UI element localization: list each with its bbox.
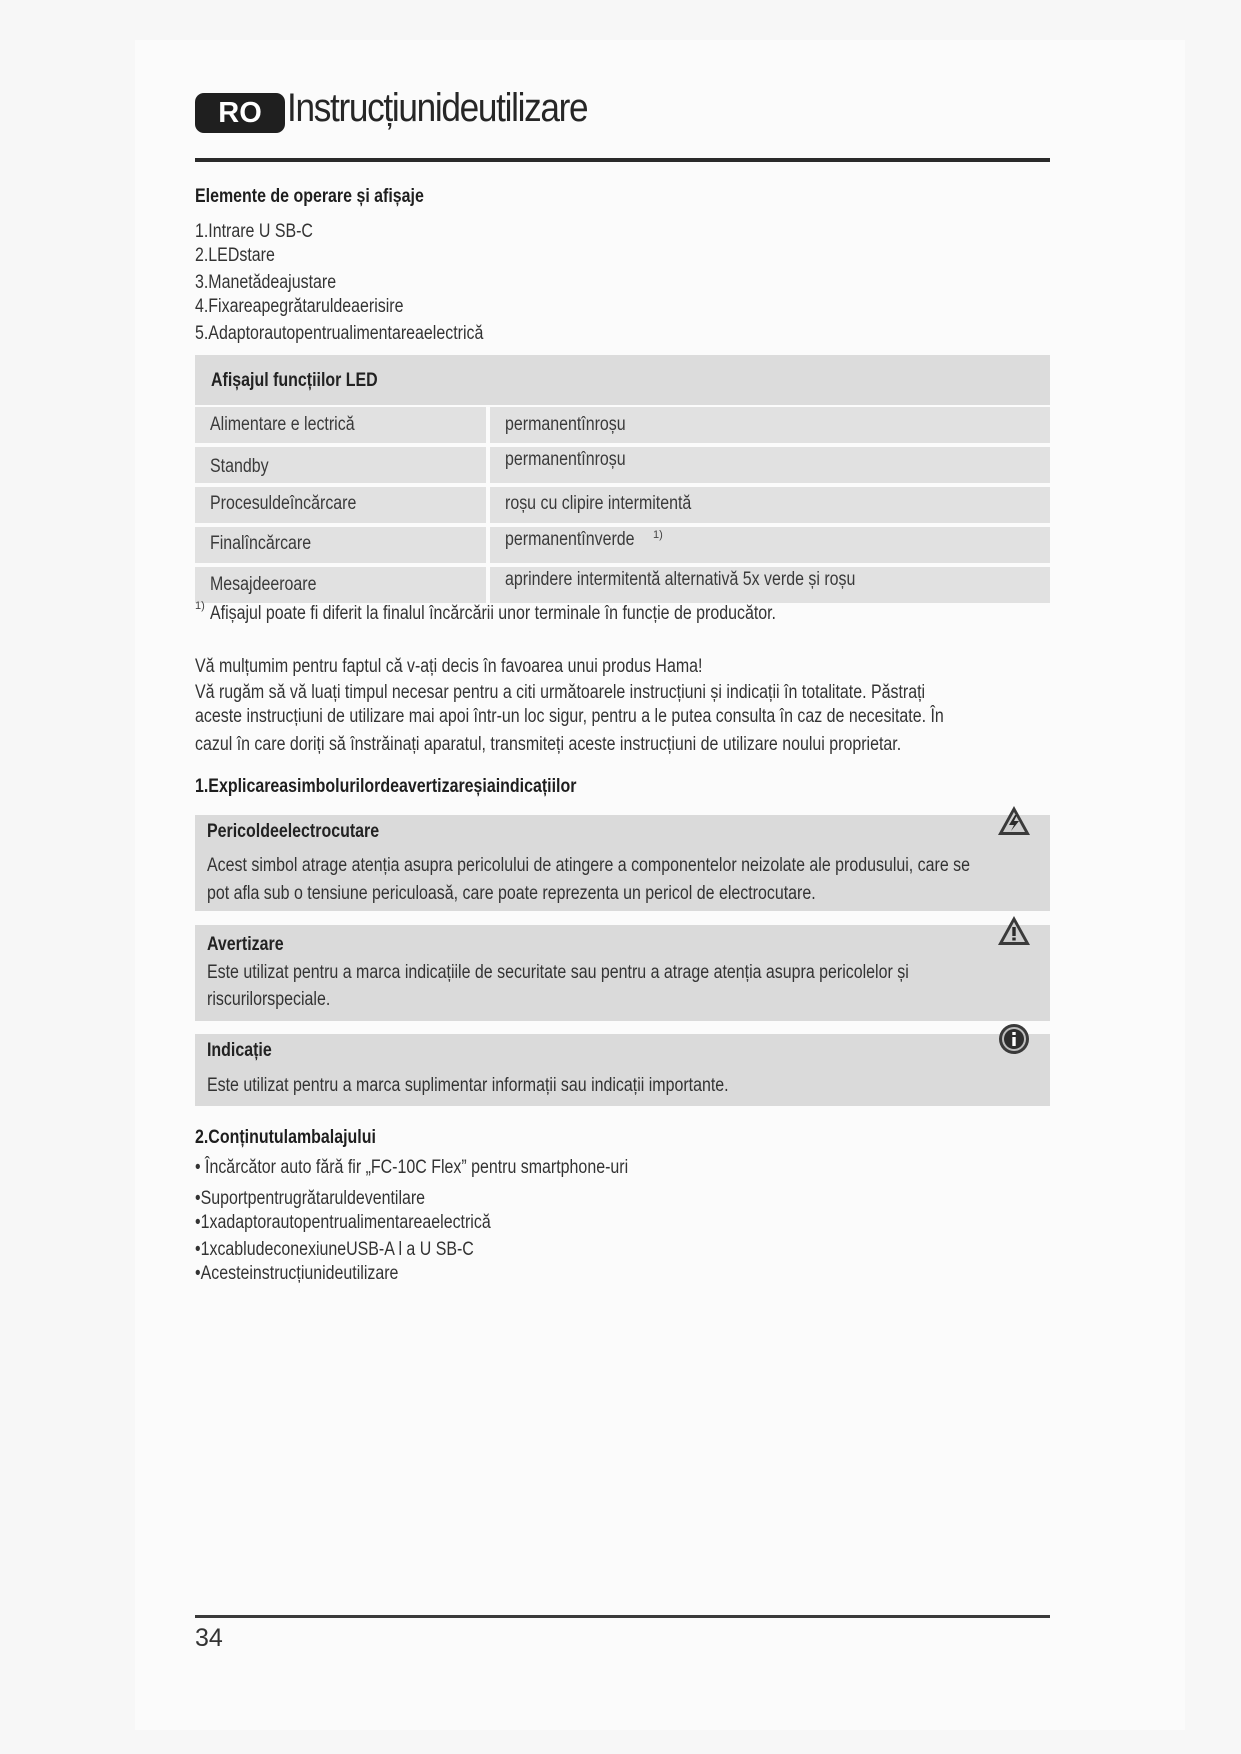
symbol-box-warning	[195, 925, 1050, 1021]
led-table-row	[195, 447, 1050, 483]
elements-heading: Elemente de operare și afișaje	[195, 186, 424, 207]
package-item: •Suportpentrugrătaruldeventilare	[195, 1188, 426, 1209]
led-indication: roșu cu clipire intermitentă	[505, 493, 692, 514]
led-table-row	[195, 527, 1050, 563]
led-indication: permanentînroșu	[505, 414, 626, 435]
symbol-title: Indicație	[207, 1040, 272, 1061]
element-item: 2.LEDstare	[195, 245, 275, 266]
warning-icon	[996, 914, 1032, 948]
symbol-title: Avertizare	[207, 934, 284, 955]
package-item: • Încărcător auto fără fir „FC-10C Flex” pentru smartphone-uri	[195, 1157, 629, 1178]
symbol-box-electric-hazard	[195, 815, 1050, 911]
led-state: Alimentare e lectrică	[210, 414, 355, 435]
led-state: Finalîncărcare	[210, 533, 312, 554]
footnote-reference: 1)	[653, 529, 663, 541]
symbol-description: riscurilorspeciale.	[207, 989, 331, 1010]
footer-divider	[195, 1615, 1050, 1618]
page-number: 34	[195, 1624, 223, 1652]
symbol-title: Pericoldeelectrocutare	[207, 821, 380, 842]
package-item: •1xcabludeconexiuneUSB-A l a U SB-C	[195, 1239, 474, 1260]
page-header	[195, 86, 1050, 160]
element-item: 5.Adaptorautopentrualimentareaelectrică	[195, 323, 484, 344]
electric-hazard-icon	[996, 804, 1032, 838]
symbol-description: Este utilizat pentru a marca indicațiile de securitate sau pentru a atrage atenția asupra pericolelor și	[207, 962, 909, 983]
package-item: •1xadaptorautopentrualimentareaelectrică	[195, 1212, 491, 1233]
led-table-title: Afișajul funcțiilor LED	[211, 370, 378, 391]
intro-line: cazul în care doriți să înstrăinați aparatul, transmiteți aceste instrucțiuni de utilizare noului proprietar.	[195, 734, 902, 755]
symbol-box-information	[195, 1034, 1050, 1106]
led-state: Procesuldeîncărcare	[210, 493, 357, 514]
language-badge: RO	[195, 93, 285, 133]
intro-line: Vă mulțumim pentru faptul că v-ați decis în favoarea unui produs Hama!	[195, 656, 703, 677]
led-table-row	[195, 487, 1050, 523]
led-state: Standby	[210, 456, 269, 477]
package-item: •Acesteinstrucțiunideutilizare	[195, 1263, 399, 1284]
element-item: 4.Fixareapegrătaruldeaerisire	[195, 296, 404, 317]
intro-line: aceste instrucțiuni de utilizare mai apoi într-un loc sigur, pentru a le putea consulta în caz de necesitate. În	[195, 706, 944, 727]
document-title: Instrucțiunideutilizare	[287, 86, 588, 130]
symbol-description: Este utilizat pentru a marca suplimentar informații sau indicații importante.	[207, 1075, 729, 1096]
info-icon	[996, 1022, 1032, 1056]
led-table-row	[195, 407, 1050, 443]
led-table-header	[195, 355, 1050, 405]
footnote-text: Afișajul poate fi diferit la finalul încărcării unor terminale în funcție de producător.	[210, 603, 777, 624]
led-indication: permanentînroșu	[505, 449, 626, 470]
led-indication: permanentînverde	[505, 529, 635, 550]
section2-heading: 2.Conținutulambalajului	[195, 1127, 376, 1148]
symbol-description: Acest simbol atrage atenția asupra pericolului de atingere a componentelor neizolate ale produsului, care se	[207, 855, 970, 876]
led-table-row	[195, 567, 1050, 603]
element-item: 1.Intrare U SB-C	[195, 221, 313, 242]
header-divider	[195, 158, 1050, 162]
led-indication: aprindere intermitentă alternativă 5x verde și roșu	[505, 569, 856, 590]
intro-line: Vă rugăm să vă luați timpul necesar pentru a citi următoarele instrucțiuni și indicații în totalitate. Păstrați	[195, 682, 926, 703]
element-item: 3.Manetădeajustare	[195, 272, 337, 293]
led-state: Mesajdeeroare	[210, 574, 317, 595]
footnote-marker: 1)	[195, 600, 205, 612]
symbol-description: pot afla sub o tensiune periculoasă, care poate reprezenta un pericol de electrocutare.	[207, 883, 816, 904]
section1-heading: 1.Explicareasimbolurilordeavertizareșiaindicațiilor	[195, 776, 577, 797]
